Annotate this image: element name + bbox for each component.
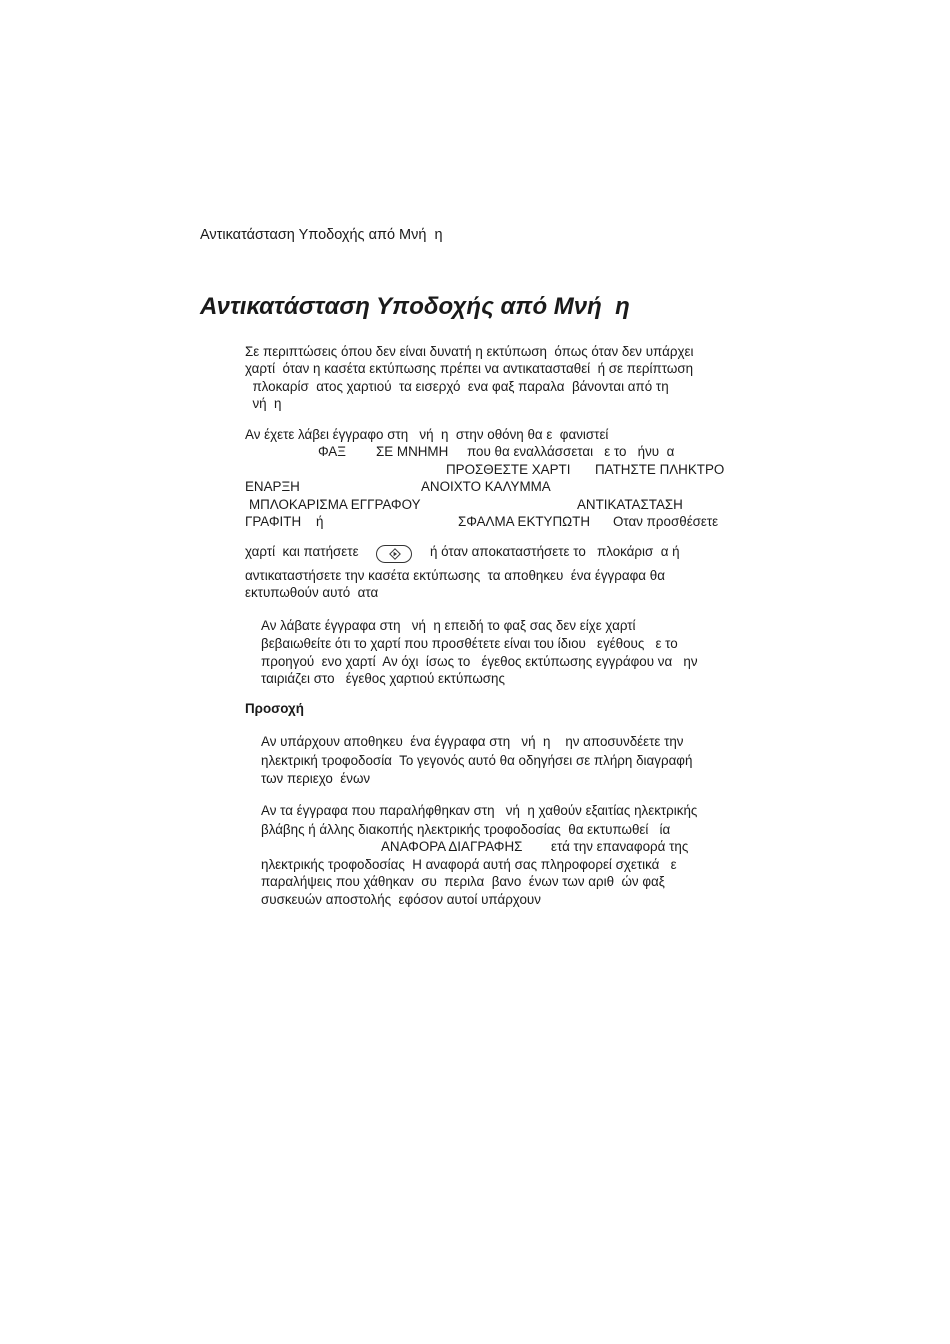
paragraph-line: χαρτί όταν η κασέτα εκτύπωσης πρέπει να αντικατασταθεί ή σε περίπτωση (245, 361, 694, 376)
display-message-cover-open: ΑΝΟΙΧΤΟ ΚΑΛΥΜΜΑ (421, 479, 551, 494)
paragraph-line: αντικαταστήσετε την κασέτα εκτύπωσης τα αποθηκευ ένα έγγραφα θα (245, 568, 665, 583)
running-header: Αντικατάσταση Υποδοχής από Μνή η (200, 227, 443, 243)
start-key-icon (376, 545, 412, 563)
caution-line: ηλεκτρική τροφοδοσία Το γεγονός αυτό θα οδηγήσει σε πλήρη διαγραφή (261, 753, 693, 768)
paragraph-text: Οταν προσθέσετε (613, 514, 719, 529)
paragraph-line: νή η (245, 396, 282, 411)
display-message-in-memory: ΣΕ ΜΝΗΜΗ (376, 444, 449, 459)
note-line: ταιριάζει στο έγεθος χαρτιού εκτύπωσης (261, 671, 505, 686)
display-message-printer: ΓΡΑΦΙΤΗ (245, 514, 302, 529)
report-name: ΑΝΑΦΟΡΑ ΔΙΑΓΡΑΦΗΣ (381, 839, 523, 854)
page-title: Αντικατάσταση Υποδοχής από Μνή η (200, 293, 630, 320)
caution-line: συσκευών αποστολής εφόσον αυτοί υπάρχουν (261, 892, 541, 907)
display-message-add-paper: ΠΡΟΣΘΕΣΤΕ ΧΑΡΤΙ (446, 462, 571, 477)
paragraph-line: Σε περιπτώσεις όπου δεν είναι δυνατή η εκτύπωση όπως όταν δεν υπάρχει (245, 344, 694, 359)
display-message-document-jam: ΜΠΛΟΚΑΡΙΣΜΑ ΕΓΓΡΑΦΟΥ (249, 497, 421, 512)
caution-line: ηλεκτρικής τροφοδοσίας Η αναφορά αυτή σας πληροφορεί σχετικά ε (261, 857, 677, 872)
display-message-start: ΕΝΑΡΞΗ (245, 479, 300, 494)
display-message-fax: ΦΑΞ (318, 444, 346, 459)
display-message-replace: ΑΝΤΙΚΑΤΑΣΤΑΣΗ (577, 497, 683, 512)
display-message-press-key: ΠΑΤΗΣΤΕ ΠΛΗΚΤΡΟ (595, 462, 725, 477)
note-line: Αν λάβατε έγγραφα στη νή η επειδή το φαξ σας δεν είχε χαρτί (261, 618, 636, 633)
paragraph-line: Αν έχετε λάβει έγγραφο στη νή η στην οθόνη θα ε φανιστεί (245, 427, 609, 442)
caution-line: παραλήψεις που χάθηκαν συ περιλα βανο ένων των αριθ ών φαξ (261, 874, 665, 889)
display-message-print-error: ΣΦΑΛΜΑ ΕΚΤΥΠΩΤΗ (458, 514, 591, 529)
paragraph-line: πλοκαρίσ ατος χαρτιού τα εισερχό ενα φαξ παραλα βάνονται από τη (245, 379, 669, 394)
paragraph-text: χαρτί και πατήσετε (245, 544, 359, 559)
paragraph-text: ή όταν αποκαταστήσετε το πλοκάρισ α ή (430, 544, 680, 559)
caution-line: Αν υπάρχουν αποθηκευ ένα έγγραφα στη νή η ην αποσυνδέετε την (261, 734, 684, 749)
paragraph-text: που θα εναλλάσσεται ε το ήνυ α (467, 444, 675, 459)
note-line: προηγού ενο χαρτί Αν όχι ίσως το έγεθος εκτύπωσης εγγράφου να ην (261, 654, 698, 669)
paragraph-text: ή (316, 514, 324, 529)
caution-text: ετά την επαναφορά της (551, 839, 689, 854)
caution-line: των περιεχο ένων (261, 771, 371, 786)
caution-heading: Προσοχή (245, 701, 304, 716)
caution-line: Αν τα έγγραφα που παραλήφθηκαν στη νή η χαθούν εξαιτίας ηλεκτρικής (261, 803, 698, 818)
caution-line: βλάβης ή άλλης διακοπής ηλεκτρικής τροφοδοσίας θα εκτυπωθεί ία (261, 822, 671, 837)
paragraph-line: εκτυπωθούν αυτό ατα (245, 585, 379, 600)
note-line: βεβαιωθείτε ότι το χαρτί που προσθέτετε είναι του ίδιου εγέθους ε το (261, 636, 678, 651)
